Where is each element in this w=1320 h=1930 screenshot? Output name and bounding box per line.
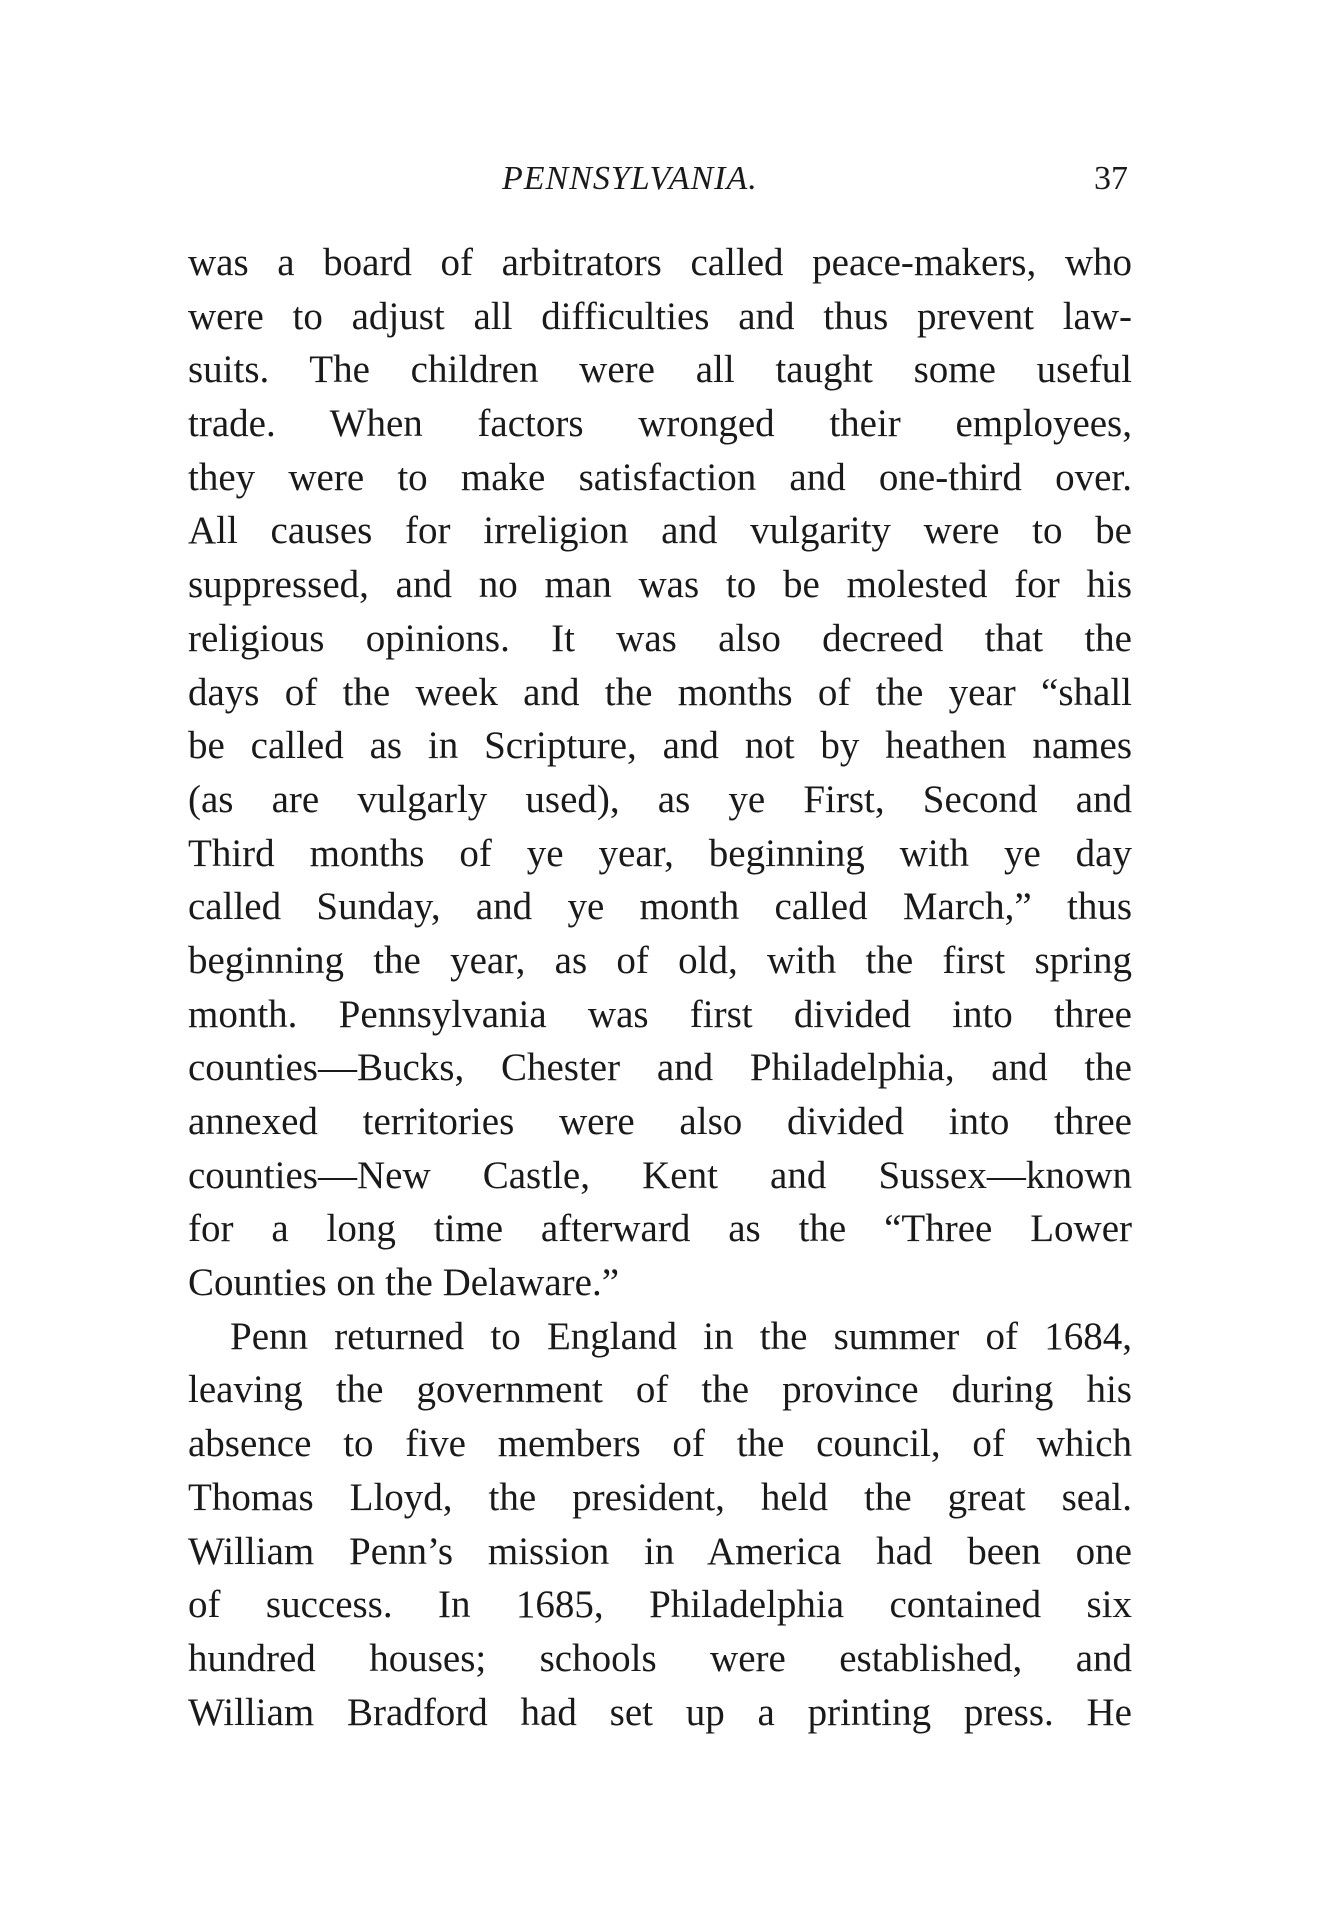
text-line: All causes for irreligion and vulgarity were to be — [188, 509, 1132, 553]
page-number: 37 — [1094, 160, 1128, 197]
text-line: annexed territories were also divided into three — [188, 1100, 1132, 1143]
text-line: (as are vulgarly used), as ye First, Second and — [188, 777, 1132, 821]
text-line: Penn returned to England in the summer of 1684, — [230, 1314, 1132, 1358]
text-line: beginning the year, as of old, with the first spring — [188, 938, 1132, 982]
text-line: was a board of arbitrators called peace-makers, who — [188, 241, 1132, 284]
text-line: absence to five members of the council, of which — [188, 1422, 1132, 1466]
running-title: PENNSYLVANIA. — [502, 160, 758, 197]
text-line: suppressed, and no man was to be molested for his — [188, 563, 1132, 607]
text-line: William Bradford had set up a printing press. He — [188, 1690, 1132, 1734]
text-line: counties—Bucks, Chester and Philadelphia, and the — [188, 1046, 1132, 1090]
text-line: Third months of ye year, beginning with ye day — [188, 831, 1132, 875]
text-line: Counties on the Delaware.” — [188, 1261, 620, 1305]
text-line: leaving the government of the province during his — [188, 1368, 1132, 1412]
text-line: hundred houses; schools were established, and — [188, 1636, 1132, 1680]
text-line: Thomas Lloyd, the president, held the great seal. — [188, 1475, 1132, 1519]
body-text — [188, 236, 1132, 1739]
text-line: religious opinions. It was also decreed that the — [188, 616, 1132, 660]
text-line: were to adjust all difficulties and thus prevent law- — [188, 294, 1132, 338]
text-line: month. Pennsylvania was first divided into three — [188, 992, 1132, 1036]
text-line: be called as in Scripture, and not by heathen names — [188, 724, 1132, 768]
text-line: suits. The children were all taught some useful — [188, 348, 1132, 392]
text-line: William Penn’s mission in America had been one — [188, 1529, 1132, 1573]
text-line: they were to make satisfaction and one-third over. — [188, 455, 1132, 499]
text-line: called Sunday, and ye month called March,” thus — [188, 885, 1132, 929]
text-line: counties—New Castle, Kent and Sussex—known — [188, 1153, 1132, 1197]
text-line: days of the week and the months of the year “shall — [188, 670, 1132, 714]
text-line: of success. In 1685, Philadelphia contained six — [188, 1583, 1132, 1627]
text-line: for a long time afterward as the “Three Lower — [188, 1207, 1132, 1251]
text-line: trade. When factors wronged their employees, — [188, 402, 1132, 446]
running-head — [0, 160, 1320, 208]
